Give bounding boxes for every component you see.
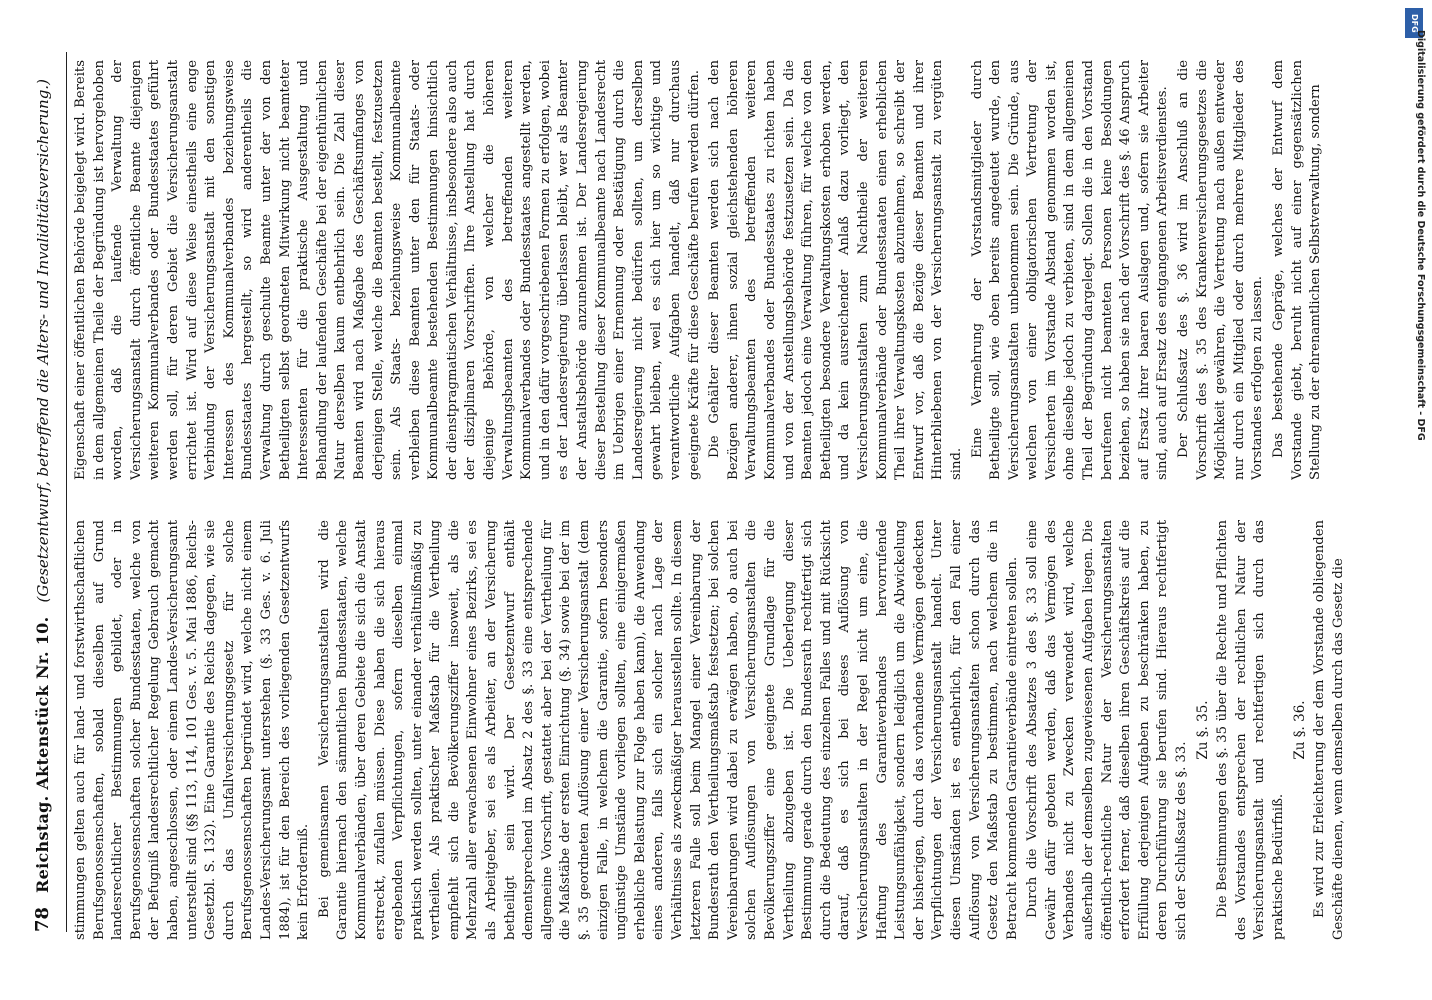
paragraph: Der Schlußsatz des §. 36 wird im Anschluß an die Vorschrift des §. 35 des Krankenversicherungsgesetzes die Möglichkeit gewähren, die Vertretung nach außen entweder nur durch ein Mitglied oder durch mehrere Mitglieder des Vorstandes erfolgen zu lassen. (1176, 60, 1266, 480)
paragraph: Es wird zur Erleichterung der dem Vorstande obliegenden Geschäfte dienen, wenn demselben durch das Gesetz die (1312, 520, 1346, 940)
paragraph: Durch die Vorschrift des Absatzes 3 des §. 33 soll eine Gewähr dafür geboten werden, daß das Vermögen des Verbandes nicht zu Zwecken verwendet wird, welche außerhalb der demselben zugewiesenen Aufgaben liegen. Die öffentlich-rechtliche Natur der Versicherungsanstalten erfordert ferner, daß dieselben ihren Geschäftskreis auf die Erfüllung derjenigen Aufgaben zu beschränken haben, zu deren Durchführung sie berufen sind. Hieraus rechtfertigt sich der Schlußsatz des §. 33. (1025, 520, 1190, 940)
dfg-logo: DFG (1405, 8, 1423, 38)
paragraph: Eigenschaft einer öffentlichen Behörde beigelegt wird. Bereits in dem allgemeinen Theile der Begründung ist hervorgehoben worden, daß die laufende Verwaltung der Versicherungsanstalt durch öffentliche Beamte diejenigen weiteren Kommunalverbandes oder Bundesstaates geführt werden soll, für deren Gebiet die Versicherungsanstalt errichtet ist. Wird auf diese Weise einestheils eine enge Verbindung der Versicherungsanstalt mit den sonstigen Interessen des Kommunalverbandes beziehungsweise Bundesstaates hergestellt, so wird anderentheils die Verwaltung durch geschulte Beamte unter der von den Betheiligten selbst geordneten Mitwirkung nicht beamteter Interessenten für die praktische Ausgestaltung und Behandlung der laufenden Geschäfte bei der eigenthümlichen Natur derselben kaum entbehrlich sein. Die Zahl dieser Beamten wird nach Maßgabe des Geschäftsumfanges von derjenigen Stelle, welche die Beamten bestellt, festzusetzen sein. Als Staats- beziehungsweise Kommunalbeamte verbleiben diese Beamten unter den für Staats- oder Kommunalbeamte bestehenden Bestimmungen hinsichtlich der dienstpragmatischen Verhältnisse, insbesondere also auch der disziplinaren Vorschriften. Ihre Anstellung hat durch diejenige Behörde, von welcher die höheren Verwaltungsbeamten des betreffenden weiteren Kommunalverbandes oder Bundesstaates angestellt werden, und in den dafür vorgeschriebenen Formen zu erfolgen, wobei es der Landesregierung überlassen bleibt, wer als Beamter der Anstaltsbehörde anzunehmen ist. Der Landesregierung dieser Bestellung dieser Kommunalbeamte nach Landesrecht im Uebrigen einer Ernennung oder Bestätigung durch die Landesregierung nicht bedürfen sollten, um derselben gewahrt bleiben, weil es sich hier um so wichtige und verantwortliche Aufgaben handelt, daß nur durchaus geeignete Kräfte für diese Geschäfte berufen werden dürfen. (73, 60, 702, 480)
digitization-note: Digitalisierung gefördert durch die Deutsche Forschungsgemeinschaft - DFG (1415, 30, 1426, 441)
paragraph: Das bestehende Gepräge, welches der Entwurf dem Vorstande giebt, beruht nicht auf einer gegensätzlichen Stellung zu der ehrenamtlichen Selbstverwaltung, sondern (1271, 60, 1324, 480)
left-column (72, 520, 1372, 940)
right-column (72, 60, 1372, 480)
page-header (32, 52, 67, 932)
header-title: Reichstag. Aktenstück Nr. 10. (33, 616, 52, 893)
paragraph: Die Bestimmungen des §. 35 über die Rechte und Pflichten des Vorstandes entsprechen der rechtlichen Natur der Versicherungsanstalt und rechtfertigen sich durch das praktische Bedürfniß. (1215, 520, 1286, 940)
header-subtitle: (Gesetzentwurf, betreffend die Alters- und Invaliditätsversicherung.) (34, 79, 52, 603)
section-heading-35: Zu §. 35. (1194, 700, 1211, 760)
paragraph: Bei gemeinsamen Versicherungsanstalten wird die Garantie hiernach den sämmtlichen Bundesstaaten, welche Kommunalverbänden, über deren Gebiete die sich die Anstalt erstreckt, zufallen müssen. Diese haben die sich hieraus ergebenden Verpflichtungen, sofern dieselben einmal praktisch werden sollten, unter einander verhältnißmäßig zu vertheilen. Als praktischer Maßstab für die Vertheilung empfiehlt sich die Bevölkerungsziffer insoweit, als die Mehrzahl aller erwachsenen Einwohner eines Bezirks, sei es als Arbeitgeber, sei es als Arbeiter, an der Versicherung betheiligt sein wird. Der Gesetzentwurf enthält dementsprechend im Absatz 2 des §. 33 eine entsprechende allgemeine Vorschrift, gestattet aber bei der Vertheilung für die Maßstäbe der ersten Einrichtung (§. 34) sowie bei der im §. 35 geordneten Auflösung einer Versicherungsanstalt (dem einzigen Falle, in welchem die Garantie, sofern besonders ungünstige Umstände vorliegen sollten, eine einigermaßen erhebliche Belastung zur Folge haben kann), die Anwendung eines anderen, falls sich ein solcher nach Lage der Verhältnisse als zweckmäßiger herausstellen sollte. In diesem letzteren Falle soll beim Mangel einer Vereinbarung der Bundesrath den Vertheilungsmaßstab festsetzen; bei solchen Vereinbarungen wird dabei zu erwägen haben, ob auch bei solchen Auflösungen von Versicherungsanstalten die Bevölkerungsziffer eine geeignete Grundlage für die Vertheilung abzugeben ist. Die Ueberlegung dieser Bestimmung gerade durch den Bundesrath rechtfertigt sich durch die Bedeutung des einzelnen Falles und mit Rücksicht darauf, daß es sich bei dieses Auflösung von Versicherungsanstalten in der Regel nicht um eine, die Haftung des Garantieverbandes hervorrufende Leistungsunfähigkeit, sondern lediglich um die Abwickelung der bisherigen, durch das vorhandene Vermögen gedeckten Verpflichtungen der Versicherungsanstalt handelt. Unter diesen Umständen ist es entbehrlich, für den Fall einer Auflösung von Versicherungsanstalten schon durch das Gesetz den Maßstab zu bestimmen, nach welchem die in Betracht kommenden Garantieverbände eintreten sollen. (316, 520, 1020, 940)
paragraph: stimmungen gelten auch für land- und forstwirthschaftlichen Berufsgenossenschaften, sobald dieselben auf Grund landesrechtlicher Bestimmungen gebildet, oder in Berufsgenossenschaften solcher Bundesstaaten, welche von der Befugniß landesrechtlicher Regelung Gebrauch gemacht haben, angeschlossen, oder einem Landes-Versicherungsamt unterstellt sind (§§ 113, 114, 101 Ges. v. 5. Mai 1886, Reichs-Gesetzbl. S. 132). Eine Garantie des Reichs dagegen, wie sie durch das Unfallversicherungsgesetz für solche Berufsgenossenschaften begründet wird, welche nicht einem Landes-Versicherungsamt unterstehen (§. 33 Ges. v. 6. Juli 1884), ist für den Bereich des vorliegenden Gesetzentwurfs kein Erforderniß. (73, 520, 312, 940)
section-heading-36: Zu §. 36. (1291, 700, 1308, 760)
paragraph: Die Gehälter dieser Beamten werden sich nach den Bezügen anderer, ihnen sozial gleichstehenden höheren Verwaltungsbeamten des betreffenden weiteren Kommunalverbandes oder Bundesstaates zu richten haben und von der Anstellungsbehörde festzusetzen sein. Da die Beamten jedoch eine Verwaltung führen, für welche von den Betheiligten besondere Verwaltungskosten erhoben werden, und da kein ausreichender Anlaß dazu vorliegt, den Versicherungsanstalten zum Nachtheile der weiteren Kommunalverbände oder Bundesstaaten einen erheblichen Theil ihrer Verwaltungskosten abzunehmen, so schreibt der Entwurf vor, daß die Bezüge dieser Beamten und ihrer Hinterbliebenen von der Versicherungsanstalt zu vergüten sind. (707, 60, 964, 480)
paragraph: Eine Vermehrung der Vorstandsmitglieder durch Betheiligte soll, wie oben bereits angedeutet wurde, den Versicherungsanstalten unbenommen sein. Die Gründe, aus welchen von einer obligatorischen Vertretung der Versicherten im Vorstande Abstand genommen worden ist, ohne dieselbe jedoch zu verbieten, sind in dem allgemeinen Theil der Begründung dargelegt. Sollen die in den Vorstand berufenen nicht beamteten Personen keine Besoldungen beziehen, so haben sie nach der Vorschrift des §. 46 Anspruch auf Ersatz ihrer baaren Auslagen und, sofern sie Arbeiter sind, auch auf Ersatz des entgangenen Arbeitsverdienstes. (969, 60, 1171, 480)
page-number: 78 (32, 906, 53, 932)
